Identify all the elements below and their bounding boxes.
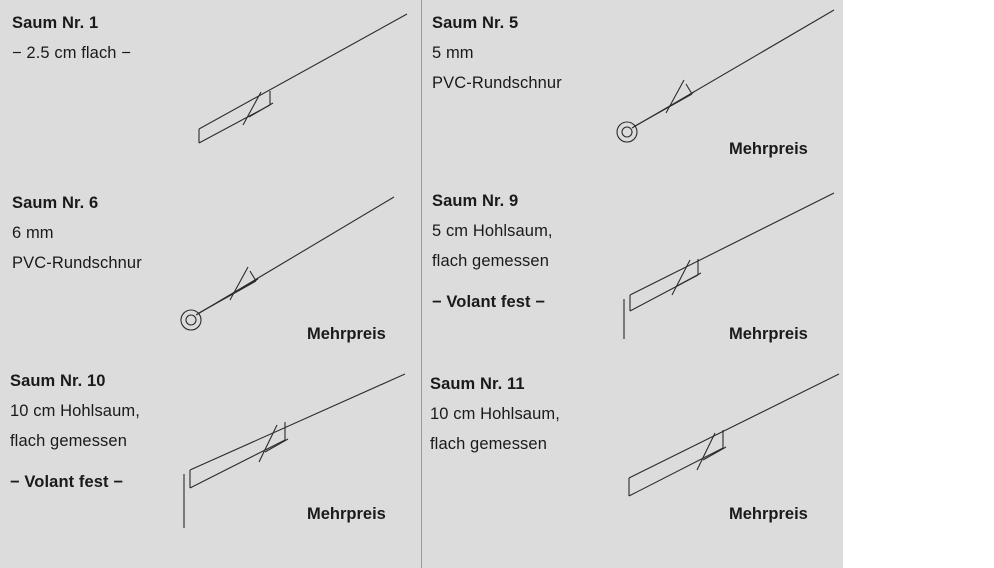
surcharge-label: Mehrpreis xyxy=(307,325,386,343)
surcharge-label: Mehrpreis xyxy=(307,505,386,523)
item-line-1: 6 mm xyxy=(12,224,54,242)
item-saum-nr-11 xyxy=(422,358,843,568)
hem-figure-hollow xyxy=(607,370,847,520)
item-line-2: flach gemessen xyxy=(432,252,549,270)
item-line-1: 5 mm xyxy=(432,44,474,62)
item-line-3: − Volant fest − xyxy=(10,473,124,491)
item-saum-nr-5 xyxy=(422,0,843,178)
item-saum-nr-10 xyxy=(0,358,421,568)
item-line-1: 10 cm Hohlsaum, xyxy=(430,405,560,423)
item-title: Saum Nr. 11 xyxy=(430,375,525,393)
item-saum-nr-6 xyxy=(0,179,421,357)
hem-figure-flat xyxy=(185,10,415,150)
item-title: Saum Nr. 6 xyxy=(12,194,99,212)
item-title: Saum Nr. 10 xyxy=(10,372,106,390)
item-line-2: PVC-Rundschnur xyxy=(12,254,142,272)
item-title: Saum Nr. 1 xyxy=(12,14,99,32)
item-saum-nr-9 xyxy=(422,179,843,357)
surcharge-label: Mehrpreis xyxy=(729,325,808,343)
hem-figure-cord xyxy=(602,6,842,146)
hem-figure-hollow xyxy=(602,189,842,339)
item-saum-nr-1 xyxy=(0,0,421,178)
item-line-3: − Volant fest − xyxy=(432,293,546,311)
item-title: Saum Nr. 9 xyxy=(432,192,519,210)
item-line-1: 10 cm Hohlsaum, xyxy=(10,402,140,420)
item-line-2: PVC-Rundschnur xyxy=(432,74,562,92)
item-line-1: − 2.5 cm flach − xyxy=(12,44,131,62)
surcharge-label: Mehrpreis xyxy=(729,140,808,158)
surcharge-label: Mehrpreis xyxy=(729,505,808,523)
item-line-2: flach gemessen xyxy=(10,432,127,450)
item-title: Saum Nr. 5 xyxy=(432,14,519,32)
item-line-1: 5 cm Hohlsaum, xyxy=(432,222,553,240)
hem-figure-cord xyxy=(172,193,412,333)
item-line-2: flach gemessen xyxy=(430,435,547,453)
